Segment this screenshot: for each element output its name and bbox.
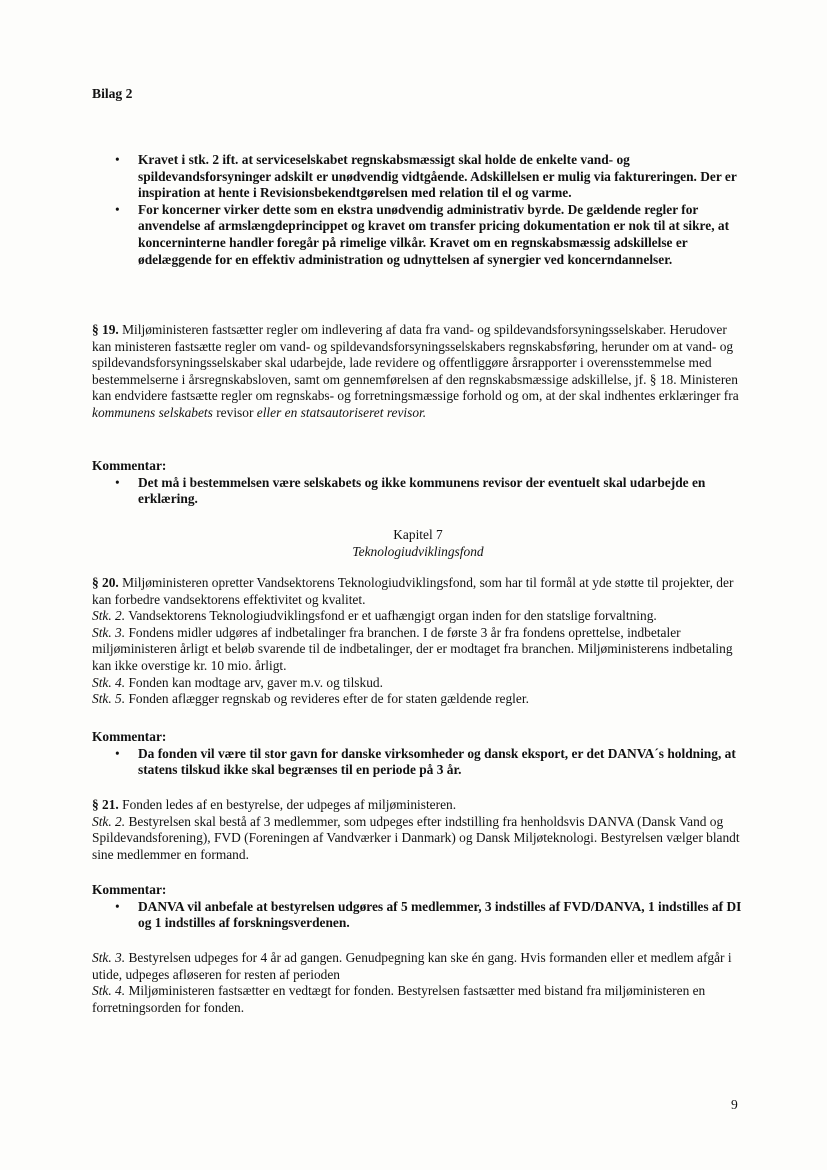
stk-text: Fondens midler udgøres af indbetalinger fra branchen. I de første 3 år fra fondens oprettelse, indbetaler miljøministeren årligt et beløb svarende til de indbetalinger, der er modtaget fra branchen. Miljøministerens indbetaling kan ikke overstige kr. 10 mio. årligt. — [92, 624, 733, 673]
italic-text: kommunens selskabets — [92, 404, 213, 420]
stk-text: Bestyrelsen udpeges for 4 år ad gangen. Genudpegning kan ske én gang. Hvis formanden eller et medlem afgår i utide, udpeges afløseren for resten af perioden — [92, 950, 732, 982]
stk-text: Bestyrelsen skal bestå af 3 medlemmer, som udpeges efter indstilling fra henholdsvis DANVA (Dansk Vand og Spildevandsforening), FVD (Foreningen af Vandværker i Danmark) og Dansk Miljøteknologi. Bestyrelsen vælger blandt sine medlemmer en formand. — [92, 813, 740, 862]
stk-label: Stk. 3. — [92, 950, 126, 965]
comment-1 — [92, 458, 744, 508]
bullet-text: DANVA vil anbefale at bestyrelsen udgøres af 5 medlemmer, 3 indstilles af FVD/DANVA, 1 indstilles af DI og 1 indstilles af forskningsverdenen. — [138, 898, 742, 931]
section-text: Miljøministeren fastsætter regler om indlevering af data fra vand- og spildevandsforsyningsselskaber. Herudover kan ministeren fastsætte regler om vand- og spildevandsforsyningsselskabers regnskabsføring, herunder om at vand- og spildevandsforsyningsselskaber skal udarbejde, lade revidere og offentliggøre årsrapporter i overensstemmelse med bestemmelserne i årsregnskabsloven, samt om gennemførelsen af den regnskabsmæssige adskillelse, jf. § 18. Ministeren kan endvidere fastsætte regler om regnskabs- og forretningsmæssige forhold og om, at der skal indhentes erklæringer fra — [92, 322, 739, 404]
bullet-text: Det må i bestemmelsen være selskabets og ikke kommunens revisor der eventuelt skal udarbejde en erklæring. — [138, 474, 706, 507]
chapter-subtitle: Teknologiudviklingsfond — [352, 543, 484, 559]
comment-label: Kommentar: — [92, 882, 167, 897]
stk-label: Stk. 3. — [92, 624, 126, 640]
stk-text: Fonden aflægger regnskab og revideres efter de for staten gældende regler. — [125, 691, 529, 707]
bullet-text: Kravet i stk. 2 ift. at serviceselskabet regnskabsmæssigt skal holde de enkelte vand- og spildevandsforsyninger adskilt er unødvendig vidtgående. Adskillelsen er mulig via faktureringen. Der er inspiration at hente i Revisionsbekendtgørelsen med relation til el og varme. — [138, 152, 737, 201]
section-text: Fonden ledes af en bestyrelse, der udpeges af miljøministeren. — [118, 797, 457, 812]
list-item: • Da fonden vil være til stor gavn for danske virksomheder og dansk eksport, er det DANVA´s holdning, at statens tilskud ikke skal begrænses til en periode på 3 år. — [115, 745, 736, 778]
comment-3 — [92, 882, 744, 932]
annex-header: Bilag 2 — [92, 86, 133, 101]
section-number: § 21. — [92, 797, 119, 812]
comment-2 — [92, 729, 744, 779]
list-item: • Kravet i stk. 2 ift. at serviceselskabet regnskabsmæssigt skal holde de enkelte vand- og spildevandsforsyninger adskilt er unødvendig vidtgående. Adskillelsen er mulig via faktureringen. Der er inspiration at hente i Revisionsbekendtgørelsen med relation til el og varme. — [115, 152, 737, 201]
stk-text: Vandsektorens Teknologiudviklingsfond er et uafhængigt organ inden for den statslige forvaltning. — [125, 608, 657, 624]
comment-label: Kommentar: — [92, 729, 167, 744]
bullet-text: For koncerner virker dette som en ekstra unødvendig administrativ byrde. De gældende regler for anvendelse af armslængdeprincippet og kravet om transfer pricing dokumentation er nok til at sikre, at koncerninterne handler foregår på rimelige vilkår. Kravet om en regnskabsmæssig adskillelse er ødelæggende for en effektiv administration og udnyttelsen af synergier ved koncerndannelser. — [138, 201, 730, 267]
stk-label: Stk. 2. — [92, 813, 126, 829]
section-20 — [92, 575, 744, 708]
stk-text: Fonden kan modtage arv, gaver m.v. og tilskud. — [125, 674, 383, 690]
section-21 — [92, 797, 744, 863]
comment-label: Kommentar: — [92, 458, 167, 473]
top-bullet-list — [92, 152, 744, 268]
stk-label: Stk. 5. — [92, 691, 126, 707]
chapter-heading — [92, 527, 744, 560]
stk-text: Miljøministeren fastsætter en vedtægt for fonden. Bestyrelsen fastsætter med bistand fra miljøministeren en forretningsorden for fonden. — [92, 983, 706, 1015]
section-19 — [92, 322, 744, 422]
stk-label: Stk. 2. — [92, 608, 126, 624]
list-item: • Det må i bestemmelsen være selskabets og ikke kommunens revisor der eventuelt skal udarbejde en erklæring. — [115, 474, 706, 507]
bullet-text: Da fonden vil være til stor gavn for danske virksomheder og dansk eksport, er det DANVA´s holdning, at statens tilskud ikke skal begrænses til en periode på 3 år. — [138, 745, 736, 778]
list-item: • DANVA vil anbefale at bestyrelsen udgøres af 5 medlemmer, 3 indstilles af FVD/DANVA, 1 indstilles af DI og 1 indstilles af forskningsverdenen. — [115, 898, 742, 931]
section-21-continued — [92, 950, 744, 1016]
section-number: § 20. — [92, 575, 119, 590]
page-number: 9 — [731, 1097, 738, 1112]
stk-label: Stk. 4. — [92, 983, 126, 999]
section-number: § 19. — [92, 322, 119, 337]
list-item: • For koncerner virker dette som en ekstra unødvendig administrativ byrde. De gældende regler for anvendelse af armslængdeprincippet og kravet om transfer pricing dokumentation er nok til at sikre, at koncerninterne handler foregår på rimelige vilkår. Kravet om en regnskabsmæssig adskillelse er ødelæggende for en effektiv administration og udnyttelsen af synergier ved koncerndannelser. — [115, 201, 730, 267]
section-text: Miljøministeren opretter Vandsektorens Teknologiudviklingsfond, som har til formål at yde støtte til projekter, der kan forbedre vandsektorens effektivitet og kvalitet. — [92, 575, 734, 607]
italic-text: eller en statsautoriseret revisor. — [256, 404, 427, 420]
chapter-title: Kapitel 7 — [393, 527, 443, 542]
section-text: revisor — [212, 404, 257, 420]
stk-label: Stk. 4. — [92, 674, 126, 690]
